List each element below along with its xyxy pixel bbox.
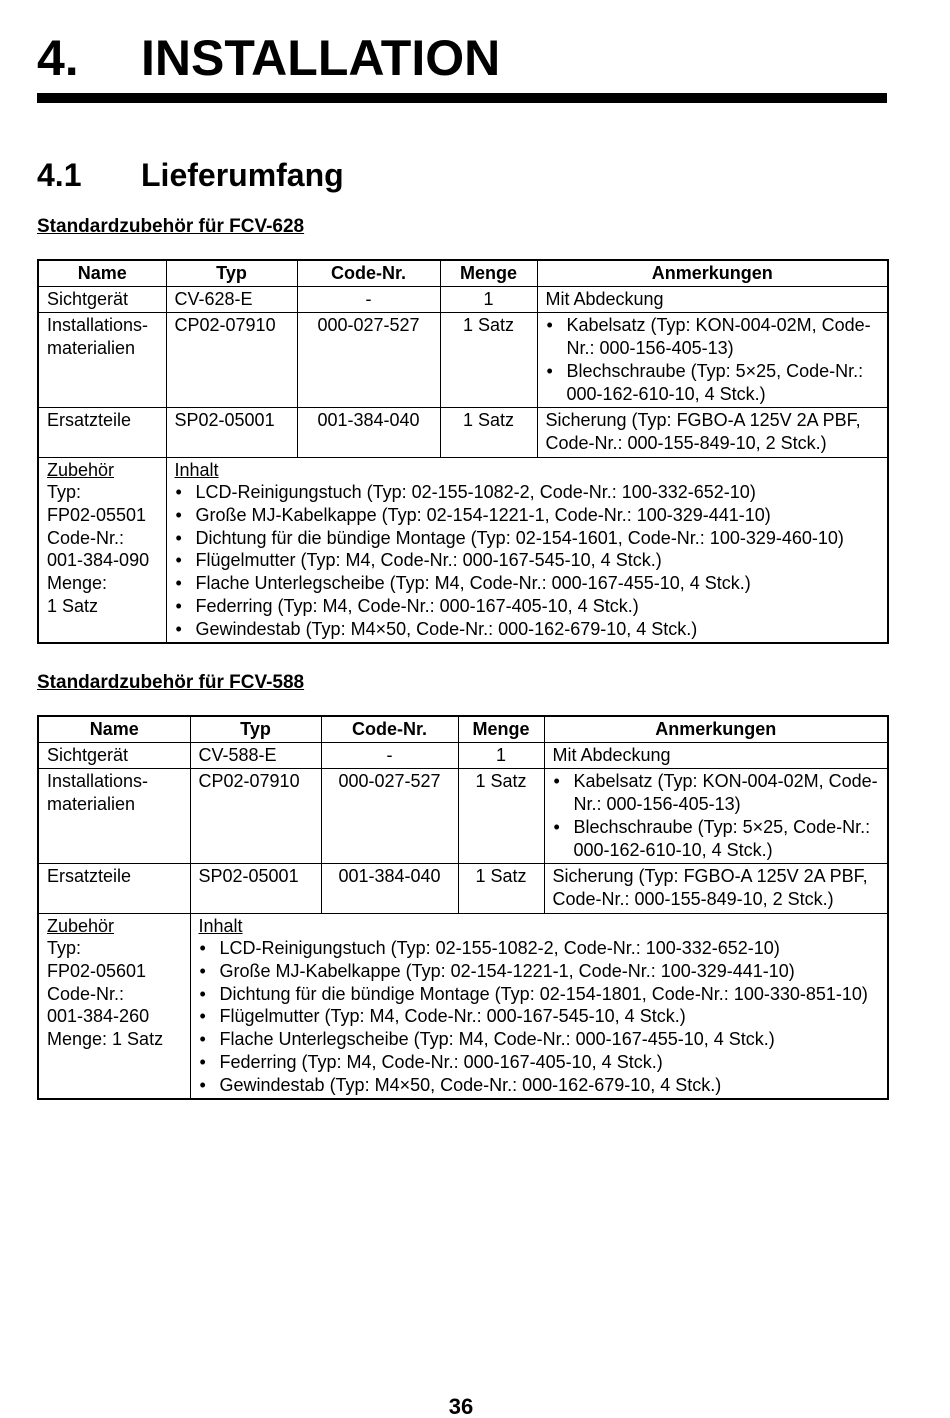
cell-code: 000-027-527 [297, 313, 440, 408]
column-header-anmerkungen: Anmerkungen [544, 716, 888, 742]
cell-name: Sichtgerät [38, 286, 166, 313]
accessory-menge-label: Menge: [47, 573, 108, 594]
list-item: • Kabelsatz (Typ: KON-004-02M, Code-Nr.: 000-156-405-13) [553, 770, 880, 815]
cell-menge: 1 [440, 286, 537, 313]
accessory-code: 001-384-090 [47, 550, 150, 571]
list-item: • Flügelmutter (Typ: M4, Code-Nr.: 000-167-545-10, 4 Stck.) [175, 549, 884, 572]
contents-list [199, 937, 884, 1096]
list-item: • Große MJ-Kabelkappe (Typ: 02-154-1221-1, Code-Nr.: 100-329-441-10) [199, 960, 884, 983]
cell-code: - [321, 742, 458, 769]
table-row [38, 742, 888, 769]
cell-code: 001-384-040 [297, 408, 440, 457]
list-item: • LCD-Reinigungstuch (Typ: 02-155-1082-2, Code-Nr.: 100-332-652-10) [199, 937, 884, 960]
page-number: 36 [448, 1394, 474, 1418]
list-item: • Dichtung für die bündige Montage (Typ: 02-154-1601, Code-Nr.: 100-329-460-10) [175, 527, 884, 550]
accessory-typ: FP02-05501 [47, 505, 147, 526]
cell-name: Installations-materialien [38, 313, 166, 408]
accessory-row [38, 457, 888, 643]
cell-menge: 1 [458, 742, 544, 769]
chapter-heading [37, 26, 887, 90]
list-item: • Federring (Typ: M4, Code-Nr.: 000-167-405-10, 4 Stck.) [199, 1051, 884, 1074]
table-header-row [38, 716, 888, 742]
table-header-row [38, 260, 888, 286]
cell-menge: 1 Satz [458, 864, 544, 913]
cell-name: Installations-materialien [38, 769, 190, 864]
accessory-code-label: Code-Nr.: [47, 983, 125, 1004]
list-item: • Flache Unterlegscheibe (Typ: M4, Code-Nr.: 000-167-455-10, 4 Stck.) [199, 1028, 884, 1051]
cell-anmerkung: Mit Abdeckung [544, 742, 888, 769]
cell-code: 001-384-040 [321, 864, 458, 913]
list-item: • Blechschraube (Typ: 5×25, Code-Nr.: 000-162-610-10, 4 Stck.) [546, 360, 880, 405]
section-heading [37, 152, 887, 198]
contents-title: Inhalt [174, 459, 219, 480]
accessory-code-label: Code-Nr.: [47, 527, 125, 548]
accessory-code: 001-384-260 [47, 1006, 150, 1027]
remarks-list [546, 314, 880, 405]
accessory-info-cell [38, 457, 166, 643]
table-row [38, 864, 888, 913]
contents-title: Inhalt [198, 915, 243, 936]
section-title: Lieferumfang [141, 157, 344, 193]
list-item: • Flügelmutter (Typ: M4, Code-Nr.: 000-167-545-10, 4 Stck.) [199, 1005, 884, 1028]
remarks-list [553, 770, 880, 861]
table-row [38, 769, 888, 864]
column-header-name: Name [38, 716, 190, 742]
chapter-number: 4. [37, 30, 79, 86]
accessory-title: Zubehör [47, 915, 115, 936]
list-item: • Gewindestab (Typ: M4×50, Code-Nr.: 000-162-679-10, 4 Stck.) [199, 1074, 884, 1097]
cell-menge: 1 Satz [440, 408, 537, 457]
cell-code: 000-027-527 [321, 769, 458, 864]
cell-anmerkung [537, 313, 888, 408]
accessory-menge: 1 Satz [47, 595, 99, 616]
column-header-typ: Typ [166, 260, 297, 286]
cell-typ: CV-628-E [166, 286, 297, 313]
column-header-typ: Typ [190, 716, 321, 742]
column-header-name: Name [38, 260, 166, 286]
table-row [38, 286, 888, 313]
accessory-typ-label: Typ: [47, 938, 82, 959]
list-item: • Gewindestab (Typ: M4×50, Code-Nr.: 000-162-679-10, 4 Stck.) [175, 618, 884, 641]
cell-typ: CP02-07910 [190, 769, 321, 864]
accessory-menge-label: Menge: 1 Satz [47, 1029, 164, 1050]
cell-anmerkung: Sicherung (Typ: FGBO-A 125V 2A PBF, Code-Nr.: 000-155-849-10, 2 Stck.) [537, 408, 888, 457]
table-row [38, 408, 888, 457]
accessory-typ-label: Typ: [47, 482, 82, 503]
cell-code: - [297, 286, 440, 313]
column-header-menge: Menge [440, 260, 537, 286]
cell-menge: 1 Satz [458, 769, 544, 864]
cell-typ: SP02-05001 [166, 408, 297, 457]
cell-typ: CP02-07910 [166, 313, 297, 408]
accessory-typ: FP02-05601 [47, 961, 147, 982]
accessory-info-cell [38, 913, 190, 1099]
column-header-code: Code-Nr. [297, 260, 440, 286]
list-item: • Federring (Typ: M4, Code-Nr.: 000-167-405-10, 4 Stck.) [175, 595, 884, 618]
accessory-row [38, 913, 888, 1099]
cell-name: Sichtgerät [38, 742, 190, 769]
table-row [38, 313, 888, 408]
table-heading-fcv588: Standardzubehör für FCV-588 [37, 672, 305, 693]
cell-typ: CV-588-E [190, 742, 321, 769]
cell-name: Ersatzteile [38, 408, 166, 457]
cell-anmerkung: Sicherung (Typ: FGBO-A 125V 2A PBF, Code-Nr.: 000-155-849-10, 2 Stck.) [544, 864, 888, 913]
contents-list [175, 481, 884, 640]
list-item: • Große MJ-Kabelkappe (Typ: 02-154-1221-1, Code-Nr.: 100-329-441-10) [175, 504, 884, 527]
cell-name: Ersatzteile [38, 864, 190, 913]
cell-menge: 1 Satz [440, 313, 537, 408]
parts-table-fcv628 [37, 259, 889, 644]
section-number: 4.1 [37, 157, 82, 193]
table-heading-fcv628: Standardzubehör für FCV-628 [37, 216, 305, 237]
accessory-contents-cell [166, 457, 888, 643]
chapter-title: INSTALLATION [141, 30, 501, 86]
list-item: • Blechschraube (Typ: 5×25, Code-Nr.: 000-162-610-10, 4 Stck.) [553, 816, 880, 861]
cell-anmerkung: Mit Abdeckung [537, 286, 888, 313]
list-item: • Flache Unterlegscheibe (Typ: M4, Code-Nr.: 000-167-455-10, 4 Stck.) [175, 572, 884, 595]
cell-anmerkung [544, 769, 888, 864]
column-header-anmerkungen: Anmerkungen [537, 260, 888, 286]
accessory-contents-cell [190, 913, 888, 1099]
list-item: • Kabelsatz (Typ: KON-004-02M, Code-Nr.: 000-156-405-13) [546, 314, 880, 359]
chapter-divider [37, 93, 887, 103]
list-item: • Dichtung für die bündige Montage (Typ: 02-154-1801, Code-Nr.: 100-330-851-10) [199, 983, 884, 1006]
column-header-menge: Menge [458, 716, 544, 742]
cell-typ: SP02-05001 [190, 864, 321, 913]
list-item: • LCD-Reinigungstuch (Typ: 02-155-1082-2, Code-Nr.: 100-332-652-10) [175, 481, 884, 504]
accessory-title: Zubehör [47, 459, 115, 480]
column-header-code: Code-Nr. [321, 716, 458, 742]
parts-table-fcv588 [37, 715, 889, 1100]
